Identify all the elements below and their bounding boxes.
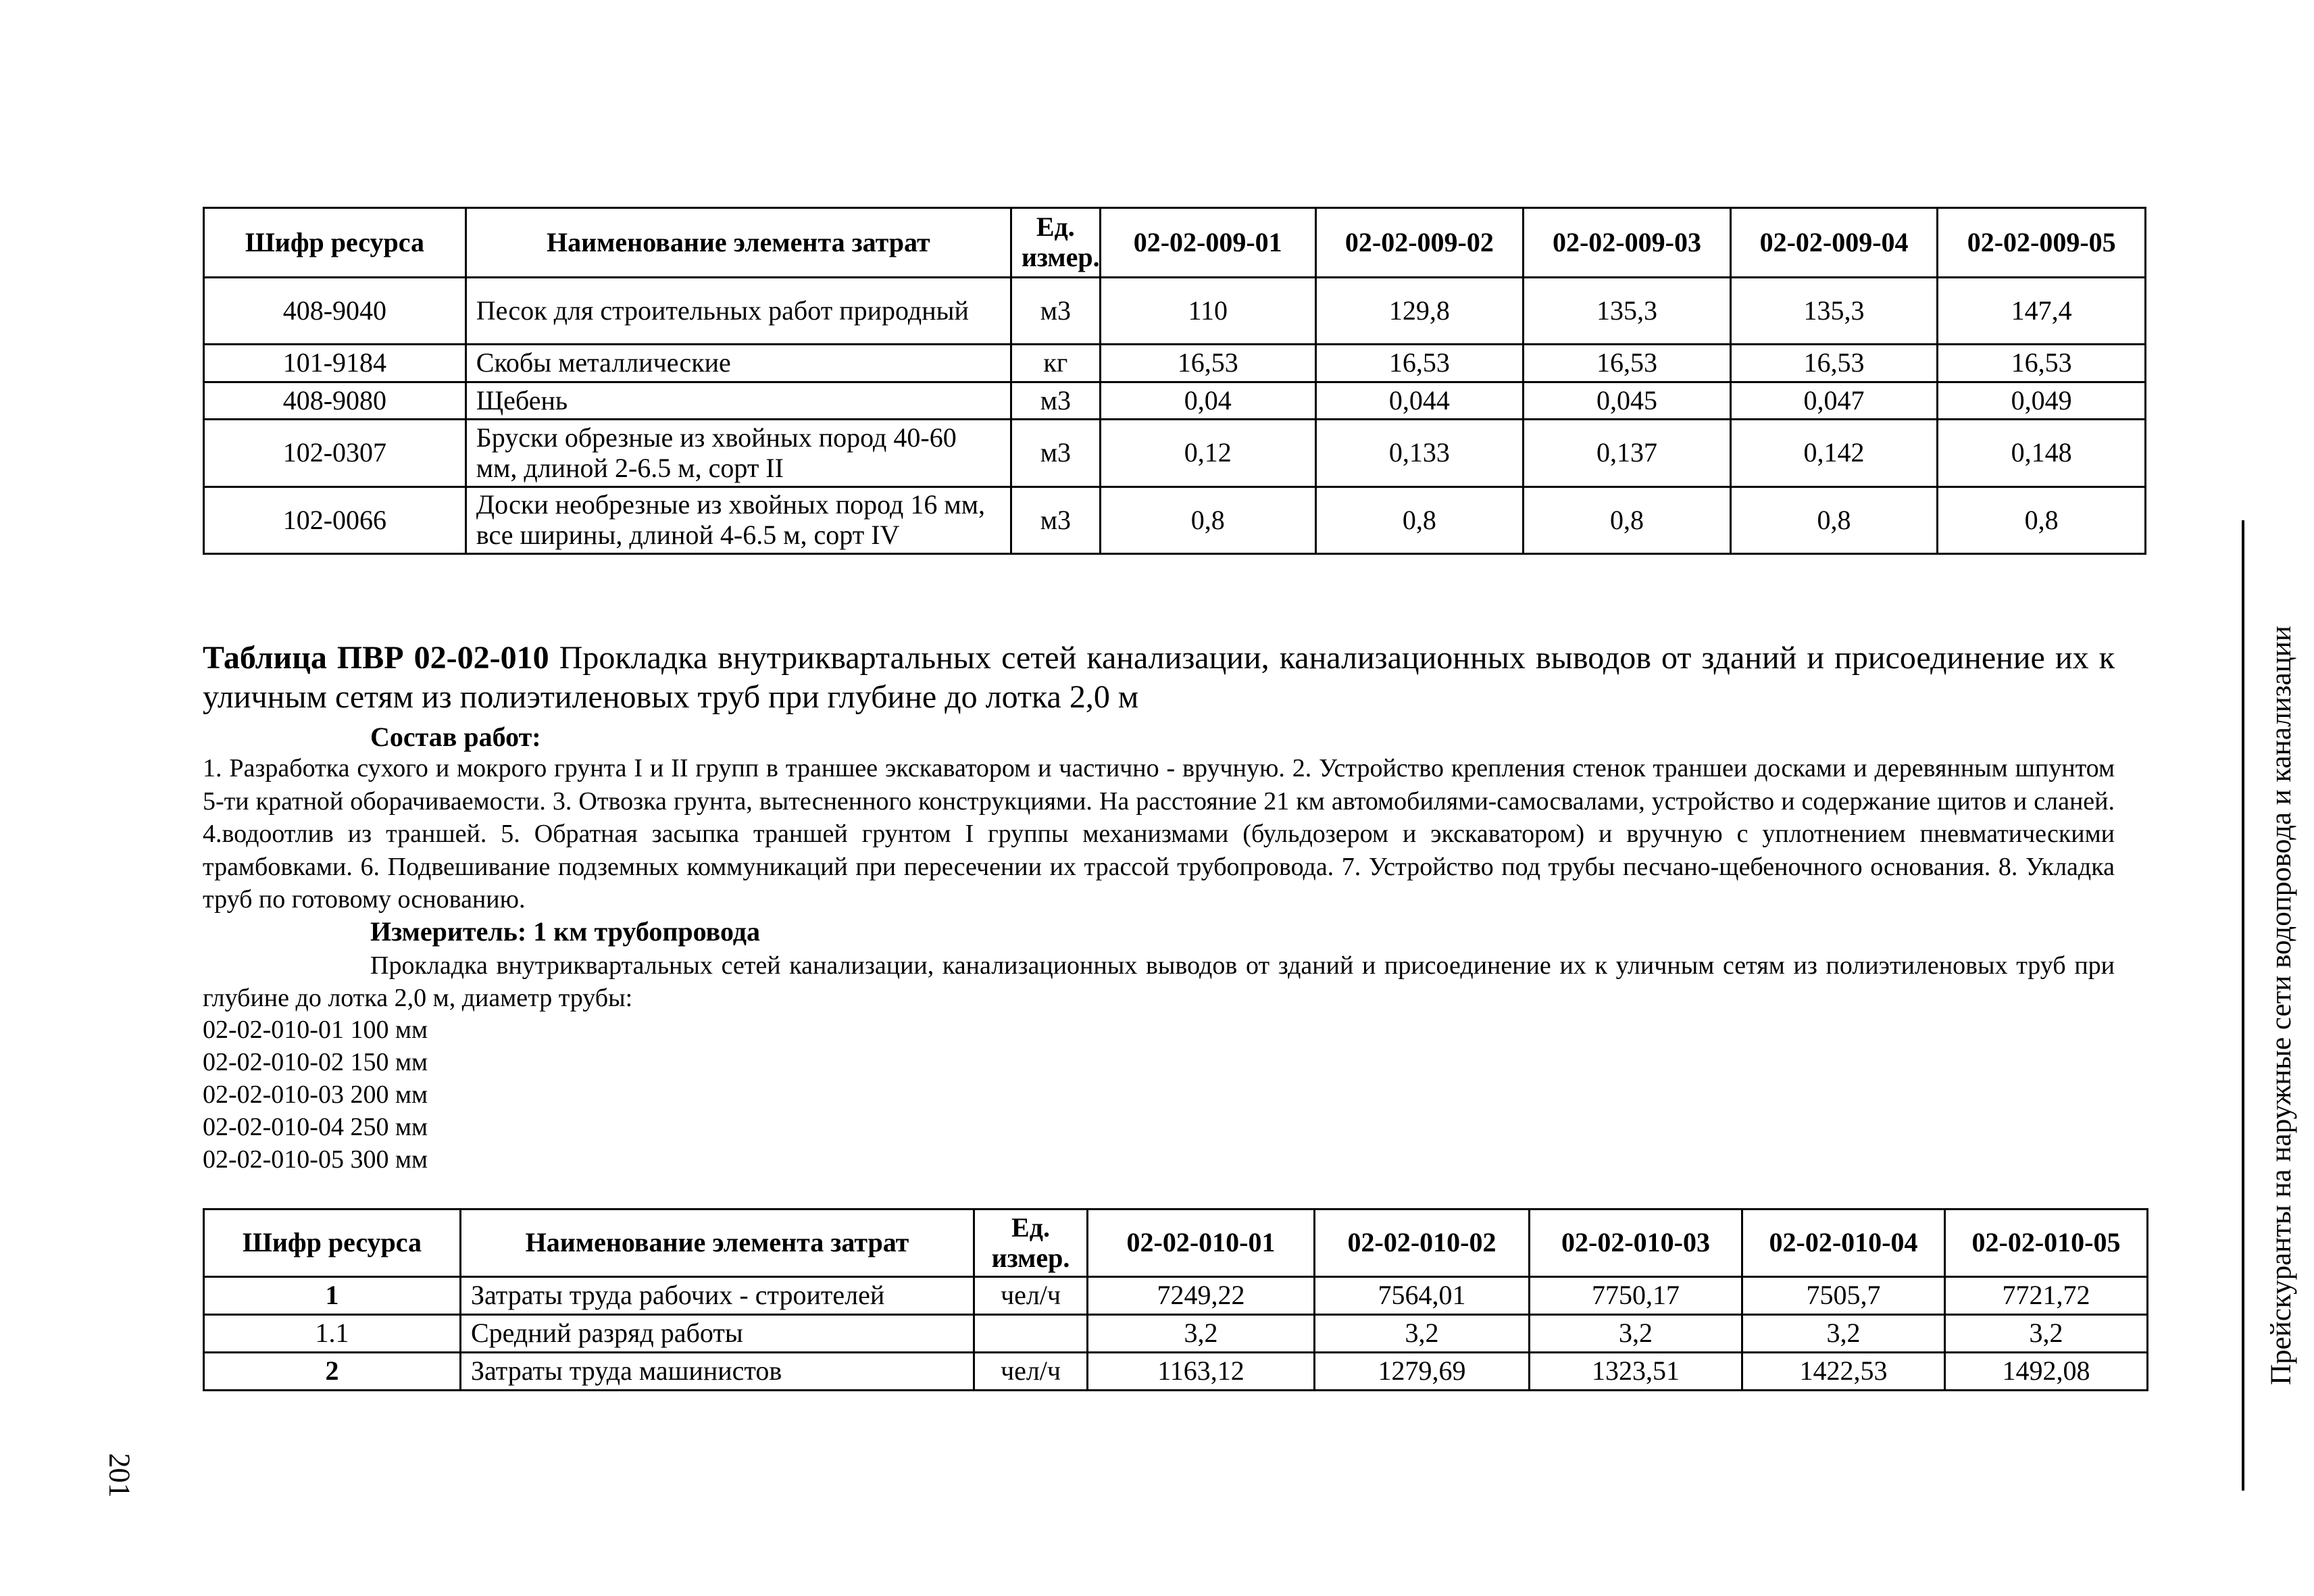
- list-item: 02-02-010-01 100 мм: [203, 1016, 428, 1044]
- cell-code: 102-0307: [204, 420, 466, 487]
- cell-name: Скобы металлические: [466, 345, 1011, 382]
- cell-value: 0,045: [1524, 382, 1731, 420]
- cell-value: 16,53: [1730, 345, 1938, 382]
- cell-value: 7564,01: [1315, 1277, 1530, 1315]
- cell-value: 0,12: [1100, 420, 1315, 487]
- cell-code: 408-9040: [204, 278, 466, 345]
- cell-name: Песок для строительных работ природный: [466, 278, 1011, 345]
- cell-name: Бруски обрезные из хвойных пород 40-60 мм, длиной 2-6.5 м, сорт II: [466, 420, 1011, 487]
- cell-value: 0,142: [1730, 420, 1938, 487]
- cell-value: 0,049: [1938, 382, 2146, 420]
- table-row: [204, 487, 2146, 554]
- list-item: 02-02-010-03 200 мм: [203, 1080, 428, 1109]
- cell-name: Затраты труда рабочих - строителей: [461, 1277, 974, 1315]
- list-item: 02-02-010-04 250 мм: [203, 1113, 428, 1141]
- cell-unit: кг: [1011, 345, 1100, 382]
- cell-value: 1422,53: [1742, 1353, 1945, 1391]
- cell-value: 3,2: [1530, 1315, 1742, 1353]
- cell-unit: чел/ч: [974, 1277, 1088, 1315]
- header-col-3: 02-02-010-03: [1530, 1210, 1742, 1277]
- cell-value: 0,8: [1100, 487, 1315, 554]
- list-item: 02-02-010-02 150 мм: [203, 1048, 428, 1076]
- table-row: [204, 1277, 2148, 1315]
- cell-code: 102-0066: [204, 487, 466, 554]
- intro-text: Прокладка внутриквартальных сетей канализации, канализационных выводов от зданий и присоединение их к уличным сетям из полиэтиленовых труб при глубине до лотка 2,0 м, диаметр трубы:: [203, 951, 2115, 1012]
- table-row: [204, 1353, 2148, 1391]
- table-row: [204, 278, 2146, 345]
- table-header-row: [204, 1210, 2148, 1277]
- cell-value: 7249,22: [1088, 1277, 1315, 1315]
- cell-value: 0,8: [1524, 487, 1731, 554]
- cell-value: 135,3: [1524, 278, 1731, 345]
- cell-value: 0,8: [1315, 487, 1524, 554]
- header-col-5: 02-02-009-05: [1938, 208, 2146, 278]
- side-rule: [2242, 520, 2244, 1491]
- cell-value: 1492,08: [1945, 1353, 2148, 1391]
- side-title-text: Прейскуранты на наружные сети водопровода и канализации: [2265, 626, 2297, 1385]
- cell-value: 7750,17: [1530, 1277, 1742, 1315]
- header-col-5: 02-02-010-05: [1945, 1210, 2148, 1277]
- cell-value: 1323,51: [1530, 1353, 1742, 1391]
- header-name: Наименование элемента затрат: [466, 208, 1011, 278]
- cell-unit: м3: [1011, 420, 1100, 487]
- cell-code: 1: [204, 1277, 461, 1315]
- composition-title: Состав работ:: [370, 722, 541, 752]
- cell-code: 408-9080: [204, 382, 466, 420]
- cell-value: 3,2: [1945, 1315, 2148, 1353]
- cell-value: 0,133: [1315, 420, 1524, 487]
- cell-unit: м3: [1011, 278, 1100, 345]
- cell-code: 1.1: [204, 1315, 461, 1353]
- cell-value: 0,044: [1315, 382, 1524, 420]
- header-code: Шифр ресурса: [204, 1210, 461, 1277]
- item-list: [203, 1014, 428, 1176]
- cell-unit: м3: [1011, 487, 1100, 554]
- table-caption: [203, 639, 2115, 717]
- table-row: [204, 345, 2146, 382]
- resource-table-02-02-010: [203, 1208, 2148, 1391]
- cell-value: 0,8: [1938, 487, 2146, 554]
- header-code: Шифр ресурса: [204, 208, 466, 278]
- header-unit: Ед. измер.: [1011, 208, 1100, 278]
- header-col-3: 02-02-009-03: [1524, 208, 1731, 278]
- cell-unit: [974, 1315, 1088, 1353]
- cell-value: 110: [1100, 278, 1315, 345]
- cell-value: 3,2: [1742, 1315, 1945, 1353]
- table-row: [204, 382, 2146, 420]
- resource-table-02-02-009: [203, 207, 2146, 555]
- cell-value: 7721,72: [1945, 1277, 2148, 1315]
- cell-name: Средний разряд работы: [461, 1315, 974, 1353]
- cell-value: 16,53: [1938, 345, 2146, 382]
- cell-name: Щебень: [466, 382, 1011, 420]
- cell-value: 16,53: [1100, 345, 1315, 382]
- cell-value: 16,53: [1524, 345, 1731, 382]
- caption-text: Прокладка внутриквартальных сетей канализации, канализационных выводов от зданий и присоединение их к уличным сетям из полиэтиленовых труб при глубине до лотка 2,0 м: [203, 640, 2115, 715]
- cell-name: Затраты труда машинистов: [461, 1353, 974, 1391]
- cell-code: 101-9184: [204, 345, 466, 382]
- cell-value: 0,148: [1938, 420, 2146, 487]
- cell-value: 135,3: [1730, 278, 1938, 345]
- cell-name: Доски необрезные из хвойных пород 16 мм, все ширины, длиной 4-6.5 м, сорт IV: [466, 487, 1011, 554]
- table-row: [204, 420, 2146, 487]
- cell-value: 1279,69: [1315, 1353, 1530, 1391]
- header-col-4: 02-02-009-04: [1730, 208, 1938, 278]
- cell-value: 1163,12: [1088, 1353, 1315, 1391]
- table-row: [204, 1315, 2148, 1353]
- cell-value: 3,2: [1315, 1315, 1530, 1353]
- cell-value: 0,137: [1524, 420, 1731, 487]
- cell-value: 129,8: [1315, 278, 1524, 345]
- cell-value: 0,047: [1730, 382, 1938, 420]
- header-col-1: 02-02-009-01: [1100, 208, 1315, 278]
- cell-unit: м3: [1011, 382, 1100, 420]
- cell-value: 0,04: [1100, 382, 1315, 420]
- side-running-title: [2242, 520, 2297, 1491]
- cell-code: 2: [204, 1353, 461, 1391]
- cell-value: 0,8: [1730, 487, 1938, 554]
- header-col-1: 02-02-010-01: [1088, 1210, 1315, 1277]
- composition-text: 1. Разработка сухого и мокрого грунта I и II групп в траншее экскаватором и частично - вручную. 2. Устройство крепления стенок траншеи досками и деревянным шпунтом 5-ти кратной оборачиваемости. 3. Отвозка грунта, вытесненного конструкциями. На расстояние 21 км автомобилями-самосвалами, устройство и содержание щитов и сланей. 4.водоотлив из траншей. 5. Обратная засыпка траншей грунтом I группы механизмами (бульдозером и экскаватором) и вручную с уплотнением пневматическими трамбовками. 6. Подвешивание подземных коммуникаций при пересечении их трассой трубопровода. 7. Устройство под трубы песчано-щебеночного основания. 8. Укладка труб по готовому основанию.: [203, 754, 2115, 914]
- page-number: 201: [103, 1453, 136, 1498]
- cell-unit: чел/ч: [974, 1353, 1088, 1391]
- header-name: Наименование элемента затрат: [461, 1210, 974, 1277]
- cell-value: 16,53: [1315, 345, 1524, 382]
- header-col-2: 02-02-010-02: [1315, 1210, 1530, 1277]
- header-unit: Ед. измер.: [974, 1210, 1088, 1277]
- measure-unit: Измеритель: 1 км трубопровода: [370, 916, 761, 947]
- header-col-4: 02-02-010-04: [1742, 1210, 1945, 1277]
- caption-label: Таблица ПВР 02-02-010: [203, 640, 549, 676]
- cell-value: 3,2: [1088, 1315, 1315, 1353]
- list-item: 02-02-010-05 300 мм: [203, 1145, 428, 1174]
- cell-value: 147,4: [1938, 278, 2146, 345]
- cell-value: 7505,7: [1742, 1277, 1945, 1315]
- header-col-2: 02-02-009-02: [1315, 208, 1524, 278]
- table-header-row: [204, 208, 2146, 278]
